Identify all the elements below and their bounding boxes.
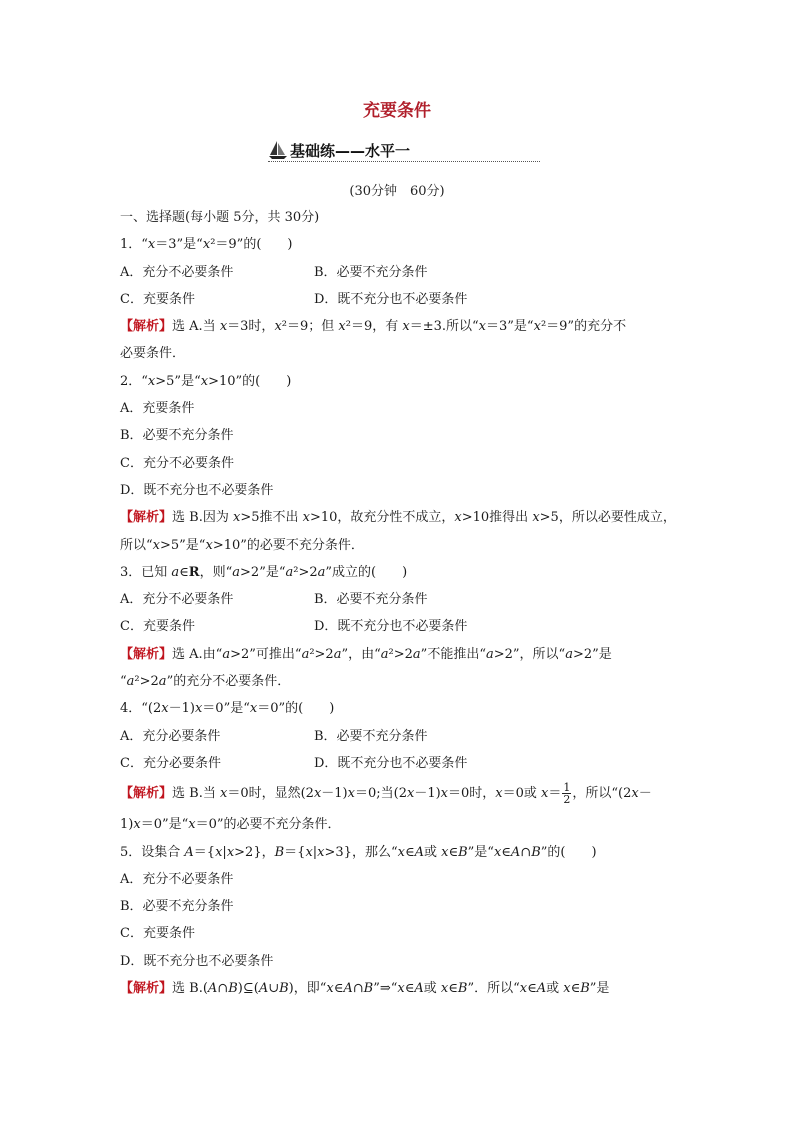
- option-b: B．必要不充分条件: [120, 428, 234, 444]
- question-3-analysis-cont: “a²>2a”的充分不必要条件．: [120, 674, 291, 690]
- question-1-analysis: 【解析】选 A.当 x＝3时，x²＝9；但 x²＝9，有 x＝±3.所以“x＝3”是“x²＝9”的充分不: [120, 319, 627, 335]
- timing-info: (30分钟 60分): [349, 184, 445, 199]
- question-2-stem: 2．“x>5”是“x>10”的( ): [120, 373, 292, 389]
- part-heading: 一、选择题(每小题 5分，共 30分): [120, 210, 320, 225]
- question-content: [120, 204, 678, 1002]
- question-1-options-cd: [120, 286, 678, 313]
- option-c: C．充要条件: [120, 926, 195, 942]
- analysis-tag: 【解析】: [120, 786, 173, 802]
- question-4-analysis: 【解析】选 B.当 x＝0时，显然(2x－1)x＝0;当(2x－1)x＝0时，x＝0或 x＝ $\frac{1}{2}$ ，所以“(2x－: [120, 781, 652, 807]
- analysis-tag: 【解析】: [120, 981, 173, 997]
- option-d: D．既不充分也不必要条件: [120, 953, 274, 969]
- option-a: A．充要条件: [120, 401, 195, 417]
- option-d: D．既不充分也不必要条件: [314, 619, 468, 635]
- question-3-options-ab: [120, 586, 678, 613]
- question-4-options-cd: [120, 750, 678, 777]
- option-c: C．充要条件: [120, 291, 195, 307]
- option-a: A．充分不必要条件: [120, 592, 234, 608]
- question-4-stem: 4．“(2x－1)x＝0”是“x＝0”的( ): [120, 701, 335, 717]
- question-2-analysis: 【解析】选 B.因为 x>5推不出 x>10，故充分性不成立，x>10推得出 x>5，所以必要性成立，: [120, 510, 676, 526]
- question-4-options-ab: [120, 723, 678, 750]
- option-b: B．必要不充分条件: [314, 592, 428, 608]
- analysis-tag: 【解析】: [120, 319, 173, 335]
- question-1-stem: 1．“x＝3”是“x²＝9”的( ): [120, 237, 293, 253]
- option-b: B．必要不充分条件: [314, 728, 428, 744]
- question-3-stem: 3．已知 a∈R，则“a>2”是“a²>2a”成立的( ): [120, 564, 408, 580]
- question-5-stem: 5．设集合 A＝{x|x>2}，B＝{x|x>3}，那么“x∈A或 x∈B”是“x∈A∩B”的( ): [120, 844, 597, 860]
- option-a: A．充分不必要条件: [120, 264, 234, 280]
- analysis-tag: 【解析】: [120, 646, 173, 662]
- question-1-options-ab: [120, 259, 678, 286]
- option-c: C．充要条件: [120, 619, 195, 635]
- question-5-analysis: 【解析】选 B.(A∩B)⊆(A∪B)，即“x∈A∩B”⇒“x∈A或 x∈B”．所以“x∈A或 x∈B”是: [120, 981, 610, 997]
- question-3-options-cd: [120, 613, 678, 640]
- analysis-tag: 【解析】: [120, 510, 173, 526]
- page-title: 充要条件: [363, 101, 431, 121]
- fraction-one-half: $\frac{1}{2}$: [563, 781, 571, 807]
- dotted-divider: [268, 161, 540, 162]
- section-header: [268, 140, 540, 162]
- option-b: B．必要不充分条件: [120, 899, 234, 915]
- question-1-analysis-cont: 必要条件．: [120, 346, 186, 362]
- question-2-analysis-cont: 所以“x>5”是“x>10”的必要不充分条件．: [120, 537, 364, 553]
- question-4-analysis-cont: 1)x＝0”是“x＝0”的必要不充分条件．: [120, 817, 341, 833]
- option-d: D．既不充分也不必要条件: [120, 482, 274, 498]
- option-b: B．必要不充分条件: [314, 264, 428, 280]
- option-c: C．充分不必要条件: [120, 455, 234, 471]
- question-3-analysis: 【解析】选 A.由“a>2”可推出“a²>2a”，由“a²>2a”不能推出“a>2”，所以“a>2”是: [120, 646, 612, 662]
- option-a: A．充分不必要条件: [120, 871, 234, 887]
- option-d: D．既不充分也不必要条件: [314, 291, 468, 307]
- option-c: C．充分必要条件: [120, 755, 221, 771]
- option-a: A．充分必要条件: [120, 728, 221, 744]
- option-d: D．既不充分也不必要条件: [314, 755, 468, 771]
- section-label: 基础练——水平一: [290, 142, 411, 160]
